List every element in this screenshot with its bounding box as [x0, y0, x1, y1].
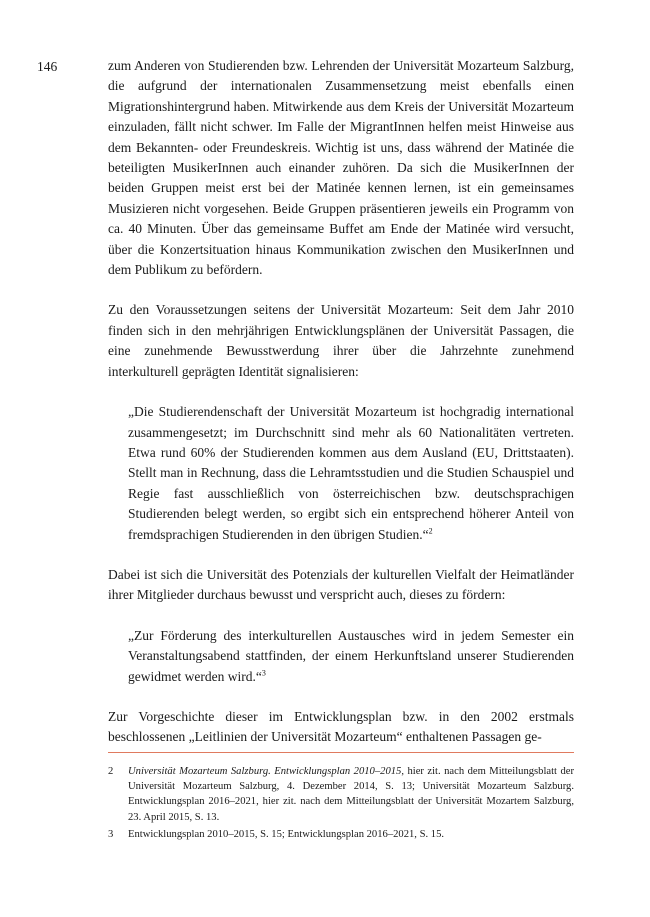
footnote-3 — [108, 827, 574, 842]
footnotes — [108, 764, 574, 844]
block-quote-1-text: „Die Studierendenschaft der Universität Mozarteum ist hochgradig international zusammengesetzt; im Durchschnitt sind mehr als 60 Nationalitäten vertreten. Etwa rund 60% der Studierenden kommen aus dem Ausland (EU, Drittstaaten). Stellt man in Rechnung, dass die Lehramtsstudien und die Studien Schauspiel und Regie fast ausschließlich von österreichischen bzw. deutschsprachigen Studierenden belegt werden, so ergibt sich ein entsprechend höherer Anteil von fremdsprachigen Studierenden in den übrigen Studien.“ — [128, 404, 574, 542]
footnote-number: 3 — [108, 828, 114, 840]
footnote-title: Universität Mozarteum Salzburg. Entwicklungsplan 2010–2015 — [128, 766, 402, 777]
footnote-ref-3[interactable]: 3 — [261, 668, 266, 678]
footnote-number: 2 — [108, 766, 114, 777]
paragraph-1: zum Anderen von Studierenden bzw. Lehrenden der Universität Mozarteum Salzburg, die aufgrund der internationalen Zusammensetzung meist ebenfalls einen Migrationshintergrund haben. Mitwirkende aus dem Kreis der Universität Mozarteum einzuladen, fällt nicht schwer. Im Falle der MigrantInnen helfen meist Hinweise aus dem Bekannten- oder Freundeskreis. Wichtig ist uns, dass während der Matinée die beteiligten MusikerInnen auch einander zuhören. Da sich die MusikerInnen der beiden Gruppen meist erst bei der Matinée kennen lernen, ist ein gemeinsames Musizieren nicht vorgesehen. Beide Gruppen präsentieren jeweils ein Programm von ca. 40 Minuten. Über das gemeinsame Buffet am Ende der Matinée wird versucht, über die Konzertsituation hinaus Kommunikation zwischen den MusikerInnen und dem Publikum zu befördern. — [108, 58, 574, 278]
block-quote-2 — [128, 626, 574, 687]
page-number: 146 — [37, 59, 58, 74]
paragraph-3: Dabei ist sich die Universität des Potenzials der kulturellen Vielfalt der Heimatländer ihrer Mitglieder durchaus bewusst und verspricht auch, dieses zu fördern: — [108, 566, 574, 603]
paragraph-4: Zur Vorgeschichte dieser im Entwicklungsplan bzw. in den 2002 erstmals beschlossenen „Leitlinien der Universität Mozarteum“ enthaltenen Passagen ge- — [108, 708, 574, 745]
paragraph-2: Zu den Voraussetzungen seitens der Universität Mozarteum: Seit dem Jahr 2010 finden sich in den mehrjährigen Entwicklungsplänen der Universität Passagen, die eine zunehmende Bewusstwerdung ihrer über die Jahrzehnte zunehmend interkulturell geprägten Identität signalisieren: — [108, 302, 574, 379]
footnote-2 — [108, 764, 574, 825]
footnote-text — [128, 764, 574, 825]
footnote-body: Entwicklungsplan 2010–2015, S. 15; Entwicklungsplan 2016–2021, S. 15. — [128, 828, 445, 840]
body-text — [108, 56, 574, 748]
block-quote-1 — [128, 402, 574, 545]
footnote-ref-2[interactable]: 2 — [428, 526, 433, 536]
block-quote-2-text: „Zur Förderung des interkulturellen Austausches wird in jedem Semester ein Veranstaltungsabend stattfinden, der einem Herkunftsland unserer Studierenden gewidmet werden wird.“ — [128, 627, 574, 684]
footnote-text — [128, 827, 574, 842]
footnote-divider — [108, 752, 574, 753]
footnote-body: , hier zit. nach dem Mitteilungsblatt der Universität Mozarteum Salzburg, 4. Dezember 2014, S. 13; Universität Mozarteum Salzburg. Entwicklungsplan 2016–2021, hier zit. nach dem Mitteilungsblatt der Universität Mozartem Salzburg, 23. April 2015, S. 13. — [128, 766, 574, 823]
